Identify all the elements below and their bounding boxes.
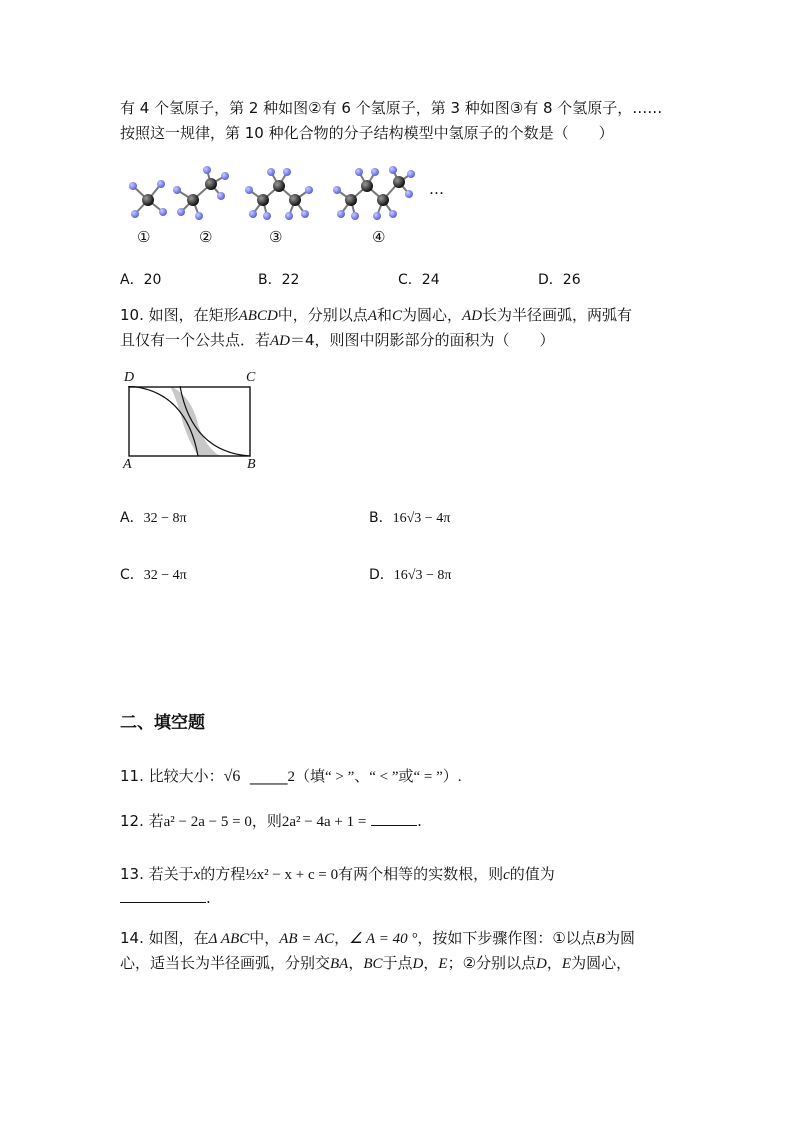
- rectangle-figure: [128, 386, 252, 458]
- vertex-a: A: [123, 457, 132, 472]
- q13-answer-blank[interactable]: [120, 902, 206, 903]
- q9-option-b[interactable]: B．22: [258, 272, 300, 288]
- q10-line1: 10. 如图，在矩形ABCD中，分别以点A和C为圆心，AD长为半径画弧，两弧有: [120, 306, 633, 324]
- q14-line1: 14. 如图，在Δ ABC中，AB = AC，∠ A = 40 °，按如下步骤作图：①以点B为圆: [120, 929, 635, 947]
- q9-option-c[interactable]: C．24: [398, 272, 440, 288]
- q11: 11. 比较大小：√6 _____2（填“ > ”、“ < ”或“ = ”）.: [120, 767, 462, 785]
- figure-label-2: ②: [199, 228, 213, 246]
- molecule-2: [173, 166, 229, 220]
- q12-answer-blank[interactable]: [371, 825, 417, 826]
- q12: 12. 若a² − 2a − 5 = 0，则2a² − 4a + 1 = .: [120, 812, 422, 830]
- vertex-d: D: [124, 370, 135, 385]
- figure-label-1: ①: [137, 228, 151, 246]
- section-title: 二、填空题: [120, 713, 205, 733]
- molecule-4: [333, 166, 415, 220]
- figure-label-3: ③: [269, 228, 283, 246]
- q9-option-a[interactable]: A．20: [120, 272, 162, 288]
- molecule-3: [245, 168, 313, 220]
- q9-option-d[interactable]: D．26: [538, 272, 581, 288]
- figure-ellipsis: …: [429, 180, 444, 198]
- q10-option-a[interactable]: A．32 − 8π: [120, 510, 187, 526]
- q10-option-c[interactable]: C．32 − 4π: [120, 567, 187, 583]
- molecule-figures: [115, 160, 455, 255]
- q9-line1: 有 4 个氢原子，第 2 种如图②有 6 个氢原子，第 3 种如图③有 8 个氢原子，……: [120, 99, 663, 117]
- q10-line2: 且仅有一个公共点．若AD＝4，则图中阴影部分的面积为（ ）: [120, 331, 555, 349]
- q14-line2: 心，适当长为半径画弧，分别交BA，BC于点D，E；②分别以点D，E为圆心，: [120, 954, 632, 972]
- q13-line2: .: [120, 888, 211, 908]
- vertex-b: B: [247, 457, 256, 472]
- q10-option-d[interactable]: D．16√3 − 8π: [369, 567, 452, 583]
- q9-line2: 按照这一规律，第 10 种化合物的分子结构模型中氢原子的个数是（ ）: [120, 124, 614, 142]
- q13: 13. 若关于x的方程½x² − x + c = 0有两个相等的实数根，则c的值为: [120, 865, 555, 883]
- q10-option-b[interactable]: B．16√3 − 4π: [369, 510, 451, 526]
- molecule-1: [129, 180, 167, 218]
- vertex-c: C: [246, 370, 256, 385]
- figure-label-4: ④: [372, 228, 386, 246]
